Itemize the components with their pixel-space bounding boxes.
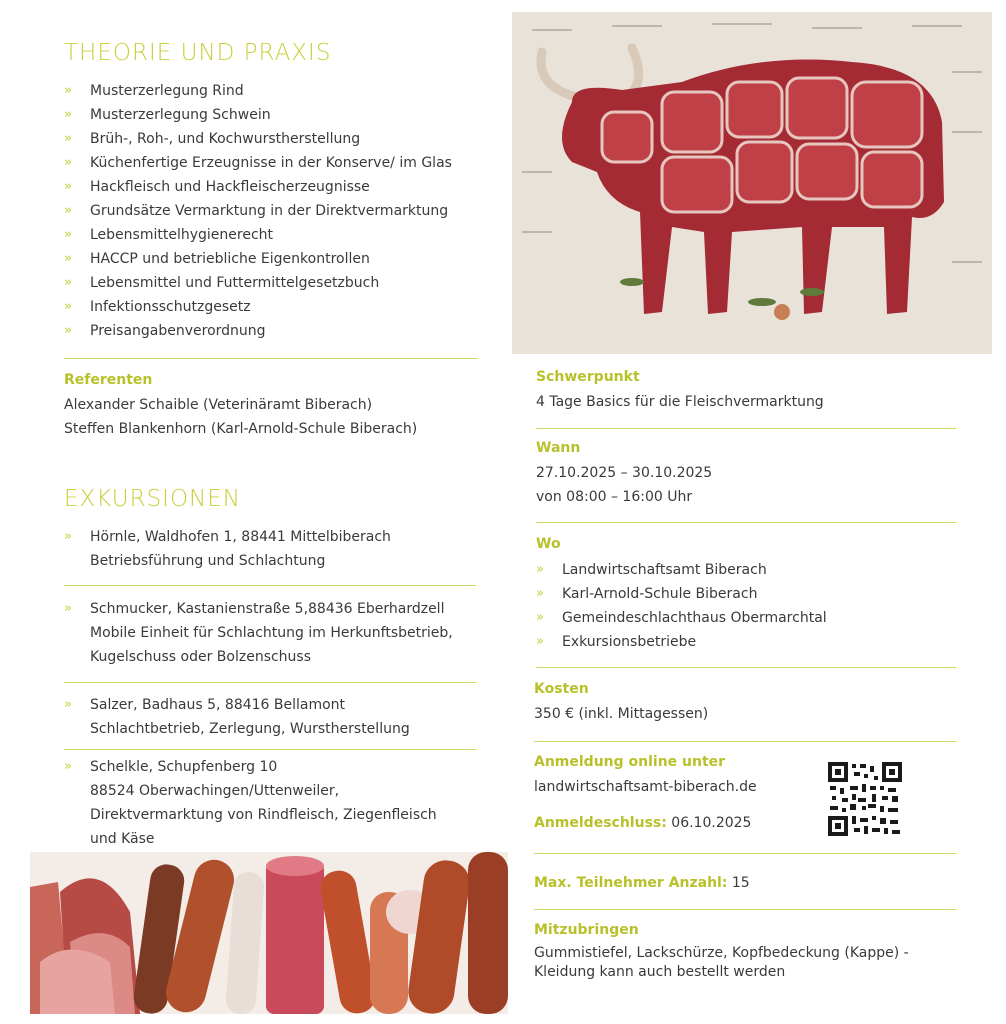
list-item [64, 295, 452, 319]
max-participants [534, 871, 750, 895]
sausage-photo [30, 852, 508, 1014]
excursion-item [64, 693, 510, 741]
max-participants-value: 15 [731, 875, 750, 891]
bullet-icon: » [64, 227, 72, 242]
list-item-label: Musterzerlegung Schwein [90, 107, 271, 123]
schwerpunkt-label: Schwerpunkt [536, 369, 640, 385]
list-item-label: Exkursionsbetriebe [562, 634, 697, 650]
theory-title: THEORIE UND PRAXIS [64, 40, 332, 66]
list-item-label: Gemeindeschlachthaus Obermarchtal [562, 610, 827, 626]
list-item [64, 79, 452, 103]
list-item [64, 247, 452, 271]
list-item-label: Karl-Arnold-Schule Biberach [562, 586, 758, 602]
bullet-icon: » [64, 601, 72, 616]
anmeldung-link[interactable]: landwirtschaftsamt-biberach.de [534, 779, 757, 795]
excursion-line: Salzer, Badhaus 5, 88416 Bellamont [90, 697, 346, 713]
mitbringen-text [534, 944, 909, 982]
list-item [64, 199, 452, 223]
list-item [536, 582, 827, 606]
divider [64, 749, 476, 750]
list-item [64, 319, 452, 343]
bullet-icon: » [64, 107, 72, 122]
list-item-label: Lebensmittel und Futtermittelgesetzbuch [90, 275, 380, 291]
bullet-icon: » [536, 610, 544, 625]
referenten-label: Referenten [64, 372, 153, 388]
list-item-label: Lebensmittelhygienerecht [90, 227, 273, 243]
wo-list [536, 558, 827, 654]
anmeldeschluss-date: 06.10.2025 [671, 815, 752, 831]
excursion-item [64, 597, 510, 669]
divider [534, 853, 956, 854]
bullet-icon: » [536, 562, 544, 577]
excursion-line: Schelkle, Schupfenberg 10 [90, 759, 278, 775]
list-item-label: Infektionsschutzgesetz [90, 299, 251, 315]
wann-time: von 08:00 – 16:00 Uhr [536, 489, 693, 505]
mitbringen-label: Mitzubringen [534, 922, 639, 938]
referent-name: Alexander Schaible (Veterinäramt Biberach) [64, 397, 373, 413]
qr-code-icon[interactable] [828, 762, 902, 836]
beef-cuts-photo [512, 12, 992, 354]
referent-name: Steffen Blankenhorn (Karl-Arnold-Schule Biberach) [64, 421, 418, 437]
list-item-label: Küchenfertige Erzeugnisse in der Konserve/ im Glas [90, 155, 452, 171]
excursion-line: Mobile Einheit für Schlachtung im Herkunftsbetrieb, [90, 625, 453, 641]
schwerpunkt-text: 4 Tage Basics für die Fleischvermarktung [536, 394, 824, 410]
excursion-item [64, 525, 510, 573]
list-item-label: Landwirtschaftsamt Biberach [562, 562, 767, 578]
list-item [64, 271, 452, 295]
anmeldung-label: Anmeldung online unter [534, 754, 726, 770]
list-item [536, 630, 827, 654]
bullet-icon: » [64, 323, 72, 338]
list-item [536, 558, 827, 582]
mitbringen-line: Gummistiefel, Lackschürze, Kopfbedeckung (Kappe) - [534, 945, 909, 961]
list-item [64, 151, 452, 175]
excursions-title: EXKURSIONEN [64, 486, 241, 512]
divider [536, 522, 956, 523]
mitbringen-line: Kleidung kann auch bestellt werden [534, 964, 786, 980]
bullet-icon: » [64, 759, 72, 774]
kosten-text: 350 € (inkl. Mittagessen) [534, 706, 709, 722]
excursion-item [64, 755, 510, 851]
list-item [64, 103, 452, 127]
wann-text [536, 461, 712, 509]
bullet-icon: » [64, 179, 72, 194]
divider [534, 741, 956, 742]
list-item-label: Musterzerlegung Rind [90, 83, 244, 99]
excursion-line: Betriebsführung und Schlachtung [90, 553, 326, 569]
list-item-label: Grundsätze Vermarktung in der Direktvermarktung [90, 203, 449, 219]
wann-label: Wann [536, 440, 581, 456]
max-participants-label: Max. Teilnehmer Anzahl: [534, 875, 728, 891]
wo-label: Wo [536, 536, 561, 552]
divider [536, 428, 956, 429]
divider [536, 667, 956, 668]
theory-list [64, 79, 452, 343]
list-item [64, 175, 452, 199]
bullet-icon: » [64, 299, 72, 314]
list-item [536, 606, 827, 630]
bullet-icon: » [64, 131, 72, 146]
excursion-line: Schlachtbetrieb, Zerlegung, Wurstherstellung [90, 721, 410, 737]
bullet-icon: » [64, 155, 72, 170]
list-item [64, 223, 452, 247]
bullet-icon: » [536, 586, 544, 601]
bullet-icon: » [536, 634, 544, 649]
divider [64, 682, 476, 683]
excursion-line: 88524 Oberwachingen/Uttenweiler, [90, 783, 340, 799]
bullet-icon: » [64, 275, 72, 290]
list-item [64, 127, 452, 151]
anmeldeschluss-label: Anmeldeschluss: [534, 815, 667, 831]
bullet-icon: » [64, 203, 72, 218]
excursion-line: Schmucker, Kastanienstraße 5,88436 Eberhardzell [90, 601, 445, 617]
list-item-label: Brüh-, Roh-, und Kochwurstherstellung [90, 131, 361, 147]
bullet-icon: » [64, 251, 72, 266]
excursion-line: Hörnle, Waldhofen 1, 88441 Mittelbiberach [90, 529, 391, 545]
divider [64, 585, 476, 586]
list-item-label: Preisangabenverordnung [90, 323, 266, 339]
anmeldeschluss [534, 811, 751, 835]
bullet-icon: » [64, 83, 72, 98]
wann-dates: 27.10.2025 – 30.10.2025 [536, 465, 713, 481]
excursion-line: und Käse [90, 831, 155, 847]
divider [534, 909, 956, 910]
referenten-list [64, 393, 417, 441]
list-item-label: HACCP und betriebliche Eigenkontrollen [90, 251, 370, 267]
divider [64, 358, 478, 359]
bullet-icon: » [64, 697, 72, 712]
bullet-icon: » [64, 529, 72, 544]
excursion-line: Direktvermarktung von Rindfleisch, Ziegenfleisch [90, 807, 437, 823]
kosten-label: Kosten [534, 681, 589, 697]
list-item-label: Hackfleisch und Hackfleischerzeugnisse [90, 179, 370, 195]
excursion-line: Kugelschuss oder Bolzenschuss [90, 649, 312, 665]
